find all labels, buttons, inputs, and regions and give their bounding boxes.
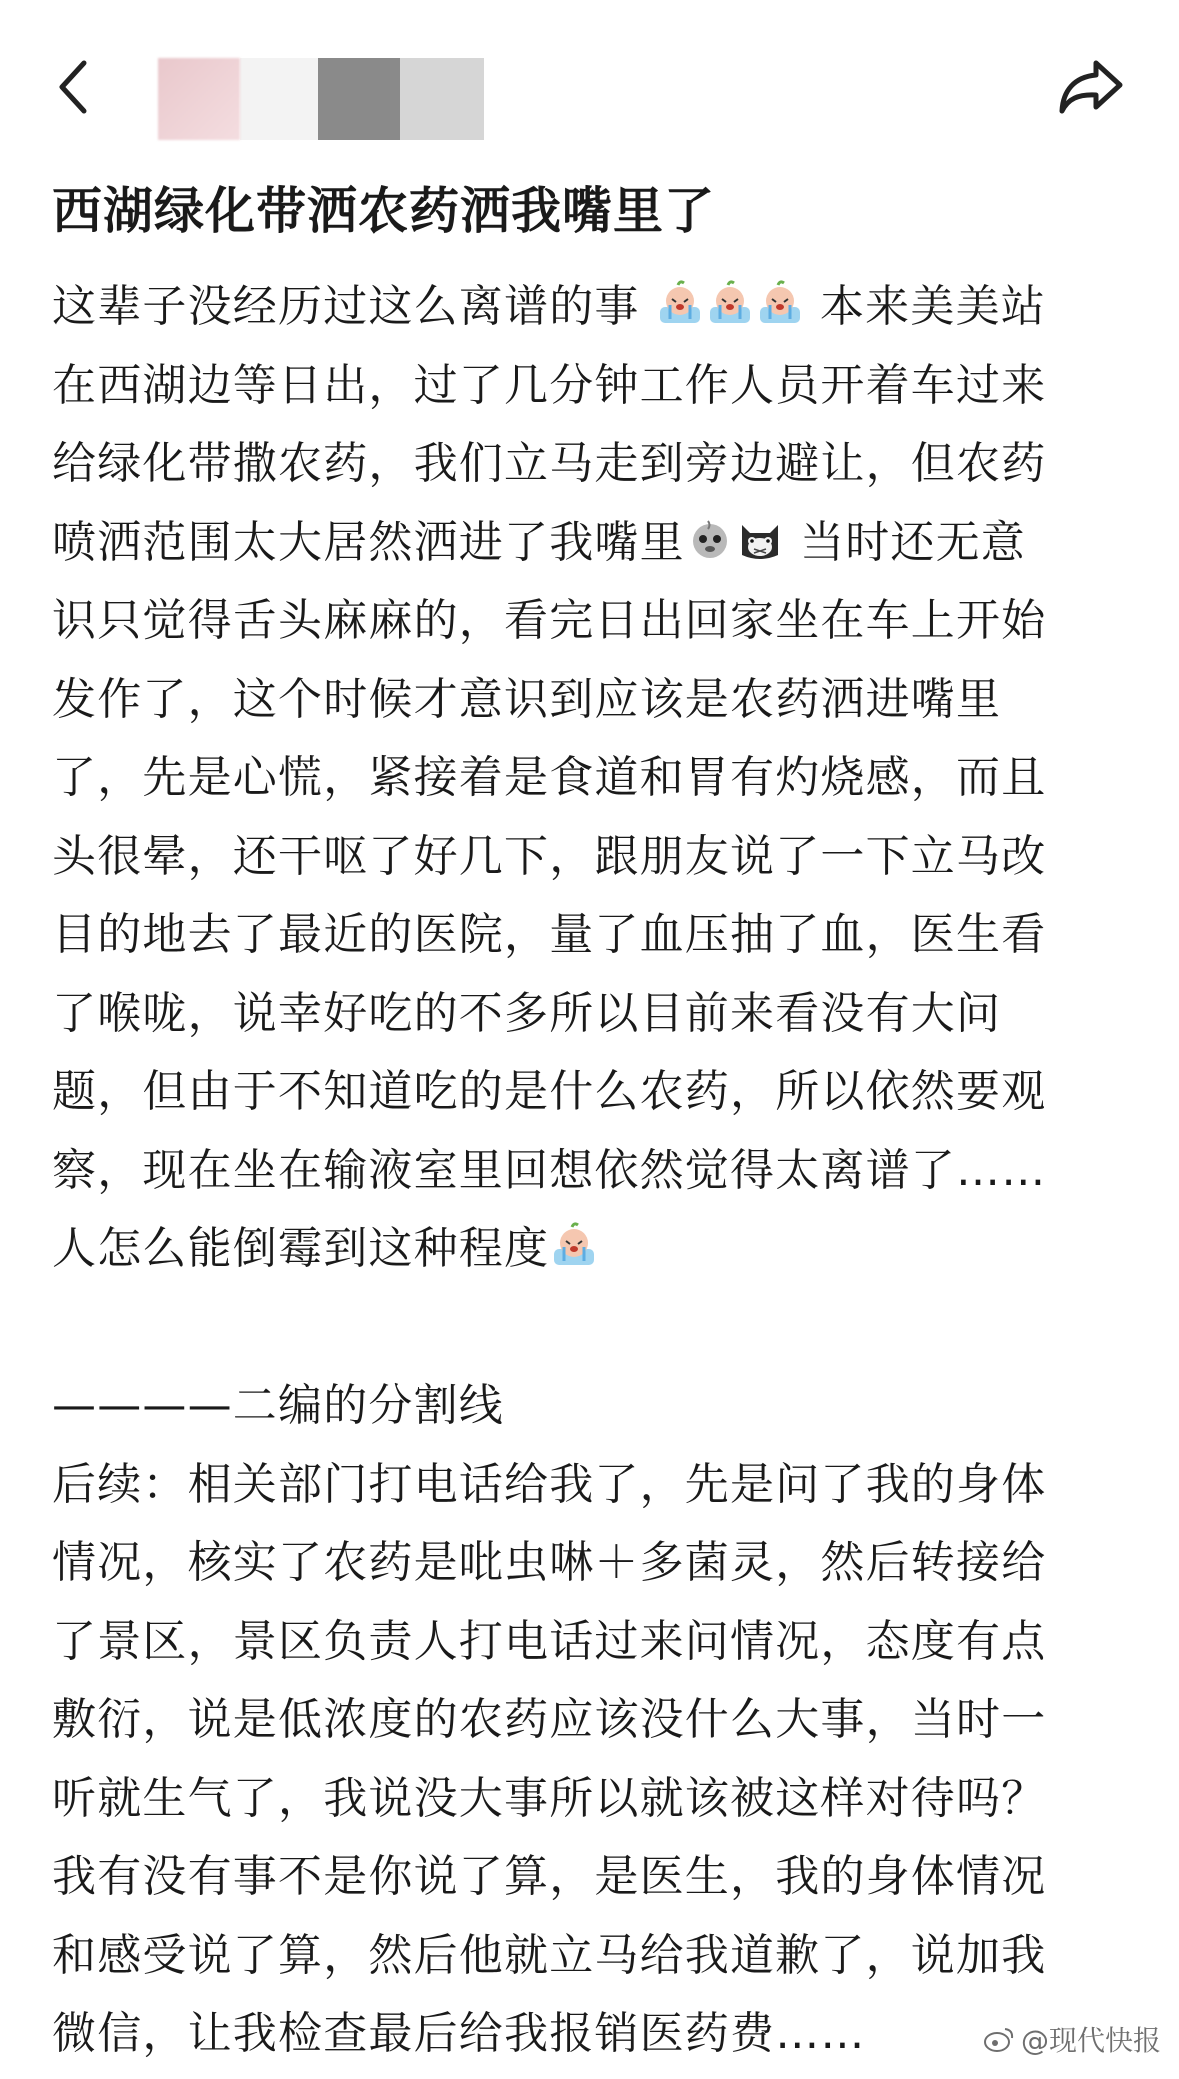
body-line: 发作了，这个时候才意识到应该是农药洒进嘴里: [52, 673, 1002, 725]
crying-baby-emoji: [756, 279, 804, 327]
edit-divider-line: ————二编的分割线: [52, 1380, 504, 1431]
body-line: 题，但由于不知道吃的是什么农药，所以依然要观: [52, 1066, 1047, 1117]
body-line: 喷洒范围太大居然洒进了我嘴里 当时还无意: [52, 516, 1026, 568]
post-title: 西湖绿化带洒农药洒我嘴里了: [52, 182, 715, 240]
crying-baby-emoji: [550, 1221, 598, 1269]
body-line: 敷衍，说是低浓度的农药应该没什么大事，当时一: [52, 1694, 1047, 1745]
body-line: 在西湖边等日出，过了几分钟工作人员开着车过来: [52, 359, 1047, 411]
body-line: 察，现在坐在输液室里回想依然觉得太离谱了……: [52, 1144, 1047, 1196]
blurred-avatar[interactable]: [158, 58, 484, 140]
weibo-logo-icon: [983, 2025, 1015, 2053]
share-button[interactable]: [1051, 52, 1131, 122]
body-line: 了景区，景区负责人打电话过来问情况，态度有点: [52, 1615, 1047, 1667]
body-line: 这辈子没经历过这么离谱的事 本来美美站: [52, 281, 1046, 332]
watermark: [983, 2019, 1161, 2059]
shocked-cat-emoji: [736, 515, 784, 563]
crying-baby-emoji: [656, 279, 704, 327]
body-line: 和感受说了算，然后他就立马给我道歉了，说加我: [52, 1929, 1047, 1981]
body-line: 目的地去了最近的医院，量了血压抽了血，医生看: [52, 909, 1047, 960]
post-body: [52, 268, 1132, 2074]
body-line: 了喉咙，说幸好吃的不多所以目前来看没有大问: [52, 987, 1002, 1039]
top-navigation-bar: [0, 0, 1179, 170]
chevron-left-icon: [56, 59, 90, 115]
gray-sad-face-emoji: [686, 515, 734, 563]
body-line: 听就生气了，我说没大事所以就该被这样对待吗？: [52, 1772, 1047, 1824]
body-line: 头很晕，还干呕了好几下，跟朋友说了一下立马改: [52, 830, 1047, 882]
share-arrow-icon: [1056, 57, 1126, 117]
body-line: 给绿化带撒农药，我们立马走到旁边避让，但农药: [52, 438, 1047, 489]
crying-baby-emoji: [706, 279, 754, 327]
body-line: 微信，让我检查最后给我报销医药费……: [52, 2008, 866, 2059]
back-button[interactable]: [48, 52, 98, 122]
body-line: 后续：相关部门打电话给我了，先是问了我的身体: [52, 1458, 1047, 1510]
body-line: 了，先是心慌，紧接着是食道和胃有灼烧感，而且: [52, 752, 1047, 803]
blank-line: [52, 1289, 1132, 1368]
body-line: 情况，核实了农药是吡虫啉＋多菌灵，然后转接给: [52, 1537, 1047, 1588]
watermark-text: @现代快报: [1020, 2024, 1161, 2057]
body-line: 识只觉得舌头麻麻的，看完日出回家坐在车上开始: [52, 595, 1047, 646]
body-line: 我有没有事不是你说了算，是医生，我的身体情况: [52, 1851, 1047, 1902]
body-line: 人怎么能倒霉到这种程度: [52, 1210, 1132, 1289]
